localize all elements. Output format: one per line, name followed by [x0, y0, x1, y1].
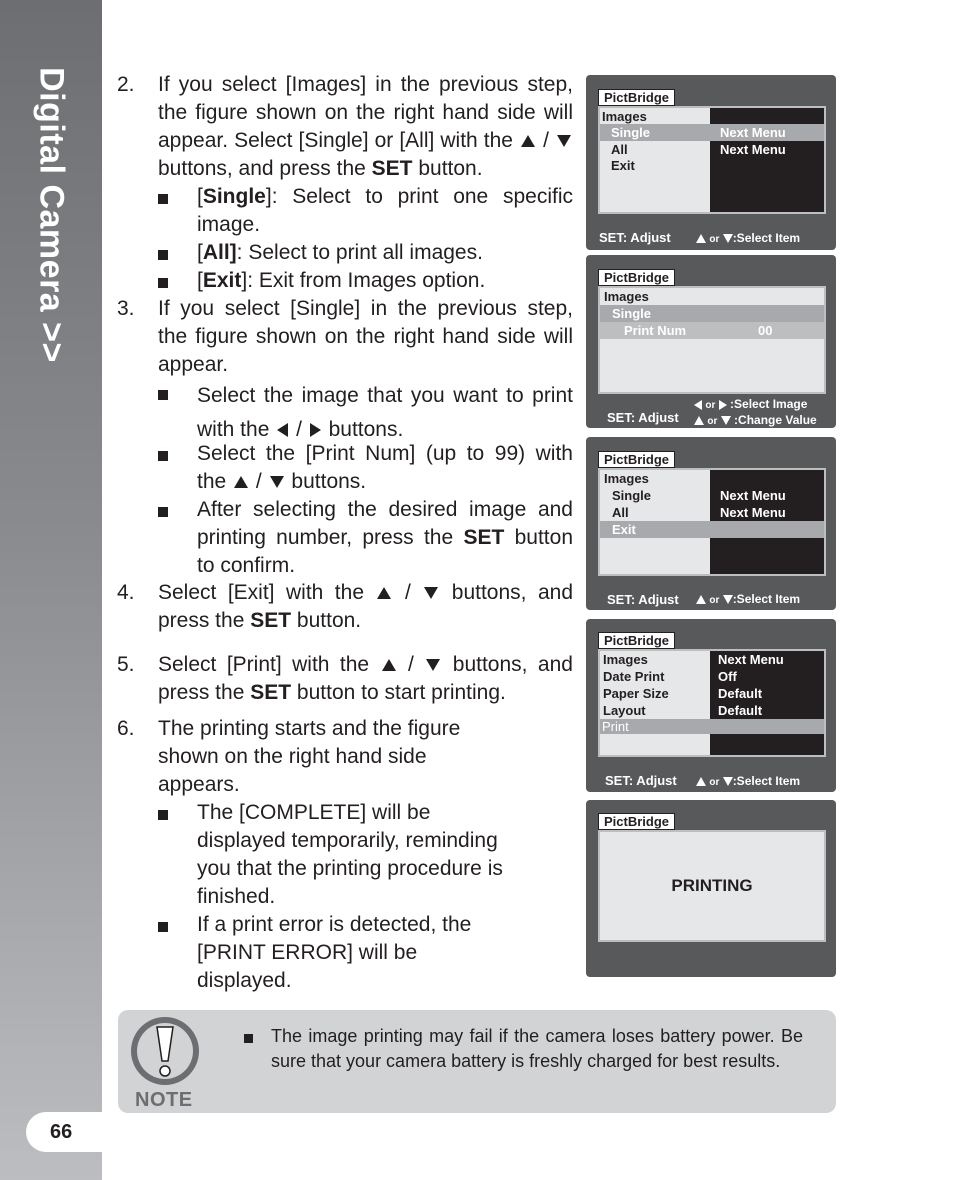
camera-screen-exit: PictBridge Images Single Next Menu All Next Menu Exit SET: Adjust or :Select Item [586, 437, 836, 610]
pictbridge-tab: PictBridge [598, 813, 675, 830]
step-6 [117, 715, 497, 799]
down-arrow-icon [270, 476, 284, 488]
step-number: 5. [117, 653, 135, 676]
step-5 [117, 651, 573, 707]
down-arrow-icon [426, 659, 440, 671]
pictbridge-tab: PictBridge [598, 269, 675, 286]
exclamation-icon [127, 1015, 203, 1087]
right-arrow-icon [719, 400, 727, 410]
camera-screen-printing [586, 800, 836, 977]
note-text: The image printing may fail if the camera loses battery power. Be sure that your camera battery is freshly charged for best results. [271, 1026, 803, 1071]
step-3 [117, 295, 573, 379]
list-item: [All]: Select to print all images. [158, 239, 573, 267]
step-text: Select [Print] with the / buttons, and press the SET button to start printing. [158, 653, 573, 704]
down-arrow-icon [723, 777, 733, 786]
up-arrow-icon [382, 659, 396, 671]
up-arrow-icon [696, 777, 706, 786]
note-box [118, 1010, 836, 1113]
pictbridge-tab: PictBridge [598, 632, 675, 649]
list-item: If a print error is detected, the [PRINT ERROR] will be displayed. [158, 911, 508, 995]
message-panel [598, 830, 826, 942]
printing-message: PRINTING [671, 876, 753, 895]
step-number: 6. [117, 717, 135, 740]
up-arrow-icon [234, 476, 248, 488]
step-2 [117, 71, 573, 183]
step-number: 2. [117, 73, 135, 96]
step-text: If you select [Single] in the previous step, the figure shown on the right hand side will appear. [158, 297, 573, 376]
down-arrow-icon [424, 587, 438, 599]
step-text: If you select [Images] in the previous step, the figure shown on the right hand side will appear. Select [Single] or [All] with the / buttons, and press the SET button. [158, 73, 573, 180]
left-arrow-icon [694, 400, 702, 410]
list-item: [Single]: Select to print one specific image. [158, 183, 573, 239]
bullet-icon [158, 810, 168, 820]
menu-panel: Images Single Print Num 00 [598, 286, 826, 394]
up-arrow-icon [694, 416, 704, 425]
step-4 [117, 579, 573, 635]
page-number: 66 [26, 1112, 102, 1152]
step-number: 4. [117, 581, 135, 604]
note-label: NOTE [135, 1089, 193, 1111]
step-number: 3. [117, 297, 135, 320]
menu-panel: Images Single Next Menu All Next Menu Exit [598, 106, 826, 214]
up-arrow-icon [696, 595, 706, 604]
camera-screen-print: PictBridge Images Next Menu Date Print Off Paper Size Default Layout Default Print SET: Adjust or :Select Item [586, 619, 836, 792]
bullet-icon [244, 1034, 253, 1043]
camera-screen-single: PictBridge Images Single Print Num 00 or :Select Image SET: Adjust or :Change Value [586, 255, 836, 428]
list-item: [Exit]: Exit from Images option. [158, 267, 573, 295]
sidebar-band [0, 0, 102, 1180]
up-arrow-icon [521, 135, 535, 147]
down-arrow-icon [723, 234, 733, 243]
bullet-icon [158, 278, 168, 288]
list-item: The [COMPLETE] will be displayed temporarily, reminding you that the printing procedure is finished. [158, 799, 508, 911]
list-item: Select the [Print Num] (up to 99) with the / buttons. [158, 440, 573, 496]
bullet-icon [158, 451, 168, 461]
step-text: The printing starts and the figure shown on the right hand side appears. [158, 717, 461, 796]
camera-screen-images: PictBridge Images Single Next Menu All Next Menu Exit SET: Adjust or :Select Item [586, 75, 836, 250]
down-arrow-icon [723, 595, 733, 604]
bullet-icon [158, 390, 168, 400]
down-arrow-icon [557, 135, 571, 147]
right-arrow-icon [310, 423, 321, 437]
pictbridge-tab: PictBridge [598, 89, 675, 106]
menu-panel: Images Next Menu Date Print Off Paper Size Default Layout Default Print [598, 649, 826, 757]
up-arrow-icon [696, 234, 706, 243]
down-arrow-icon [721, 416, 731, 425]
bullet-icon [158, 250, 168, 260]
up-arrow-icon [377, 587, 391, 599]
list-item: Select the image that you want to print with the / buttons. [158, 379, 573, 447]
list-item: After selecting the desired image and printing number, press the SET button to confirm. [158, 496, 573, 580]
bullet-icon [158, 194, 168, 204]
step-text: Select [Exit] with the / buttons, and press the SET button. [158, 581, 574, 632]
bullet-icon [158, 507, 168, 517]
left-arrow-icon [277, 423, 288, 437]
section-title: Digital Camera >> [32, 67, 71, 363]
bullet-icon [158, 922, 168, 932]
pictbridge-tab: PictBridge [598, 451, 675, 468]
menu-panel: Images Single Next Menu All Next Menu Exit [598, 468, 826, 576]
